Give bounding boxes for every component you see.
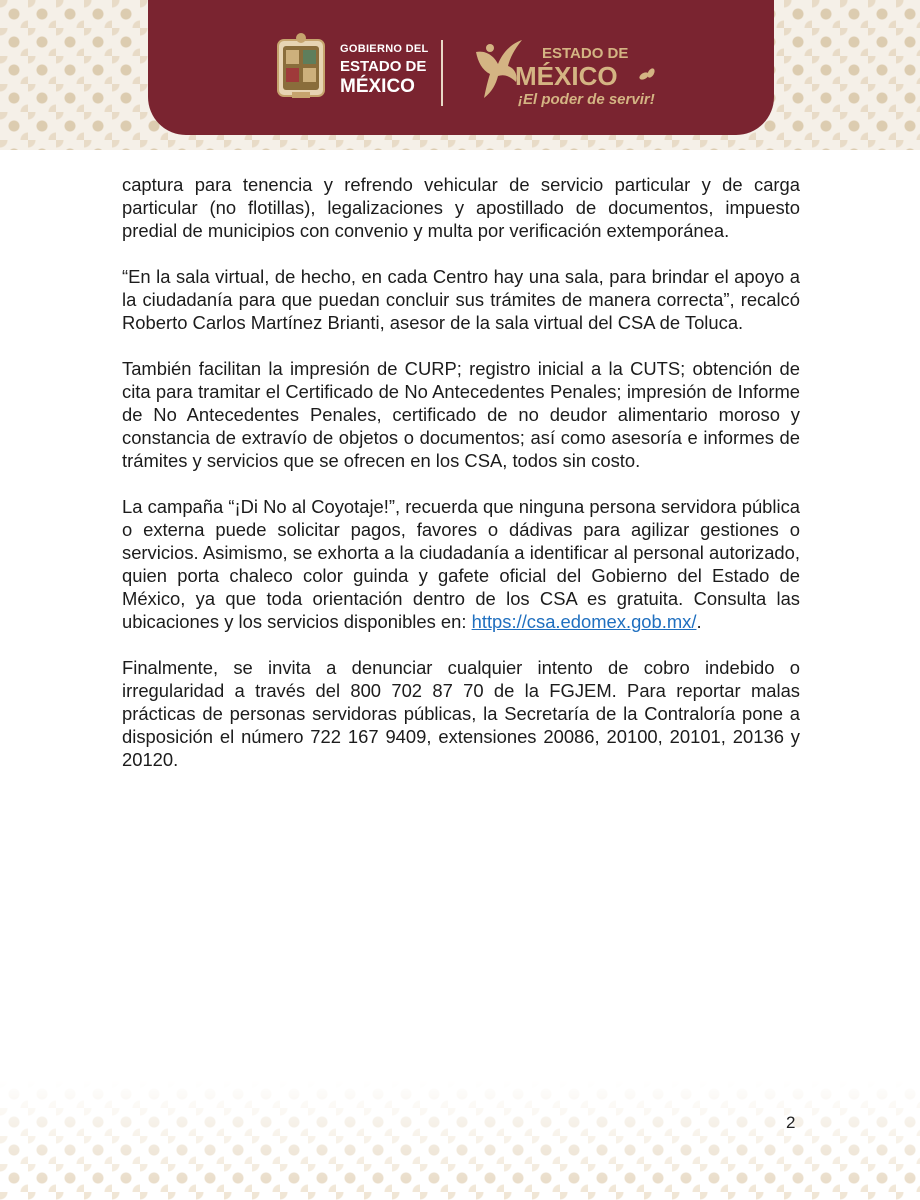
paragraph-4 <box>122 495 800 633</box>
state-tagline: ¡El poder de servir! <box>518 91 655 108</box>
csa-website-link[interactable]: https://csa.edomex.gob.mx/ <box>471 611 697 632</box>
state-brand <box>515 46 655 107</box>
paragraph-2: “En la sala virtual, de hecho, en cada Centro hay una sala, para brindar el apoyo a la ciudadanía para que puedan concluir sus trámites de manera correcta”, recalcó Roberto Carlos Martínez Brianti, asesor de la sala virtual del CSA de Toluca. <box>122 266 800 333</box>
paragraph-4-end: . <box>696 611 702 632</box>
paragraph-4-text: La campaña “¡Di No al Coyotaje!”, recuerda que ninguna persona servidora pública o externa puede solicitar pagos, favores o dádivas para agilizar gestiones o servicios. Asimismo, se exhorta a la ciudadanía a identificar al personal autorizado, quien porta chaleco color guinda y gafete oficial del Gobierno del Estado de México, ya que toda orientación dentro de los CSA es gratuita. Consulta las ubicaciones y los servicios disponibles en: <box>122 496 800 632</box>
header-divider <box>441 40 443 106</box>
laurel-icon <box>638 67 658 83</box>
bottom-decorative-pattern <box>0 1080 920 1200</box>
gov-line-2: ESTADO DE <box>340 58 427 75</box>
state-line-1: ESTADO DE <box>542 45 629 62</box>
paragraph-5: Finalmente, se invita a denunciar cualquier intento de cobro indebido o irregularidad a través del 800 702 87 70 de la FGJEM. Para reportar malas prácticas de personas servidoras públicas, la Secretaría de la Contraloría pone a disposición el número 722 167 9409, extensiones 20086, 20100, 20101, 20136 y 20120. <box>122 657 800 770</box>
gov-line-1: GOBIERNO DEL <box>340 43 429 55</box>
gov-line-3: MÉXICO <box>340 76 415 97</box>
paragraph-1: captura para tenencia y refrendo vehicular de servicio particular y de carga particular (no flotillas), legalizaciones y apostillado de documentos, impuesto predial de municipios con convenio y multa por verificación extemporánea. <box>122 174 800 241</box>
state-coat-of-arms-icon <box>270 32 332 104</box>
state-line-2: MÉXICO <box>515 61 618 91</box>
page-header <box>148 0 774 135</box>
document-body <box>122 173 800 794</box>
paragraph-3: También facilitan la impresión de CURP; registro inicial a la CUTS; obtención de cita para tramitar el Certificado de No Antecedentes Penales; impresión de Informe de No Antecedentes Penales, certificado de no deudor alimentario moroso y constancia de extravío de objetos o documentos; así como asesoría e informes de trámites y servicios que se ofrecen en los CSA, todos sin costo. <box>122 358 800 471</box>
government-name <box>340 44 429 96</box>
page-number: 2 <box>786 1113 796 1132</box>
